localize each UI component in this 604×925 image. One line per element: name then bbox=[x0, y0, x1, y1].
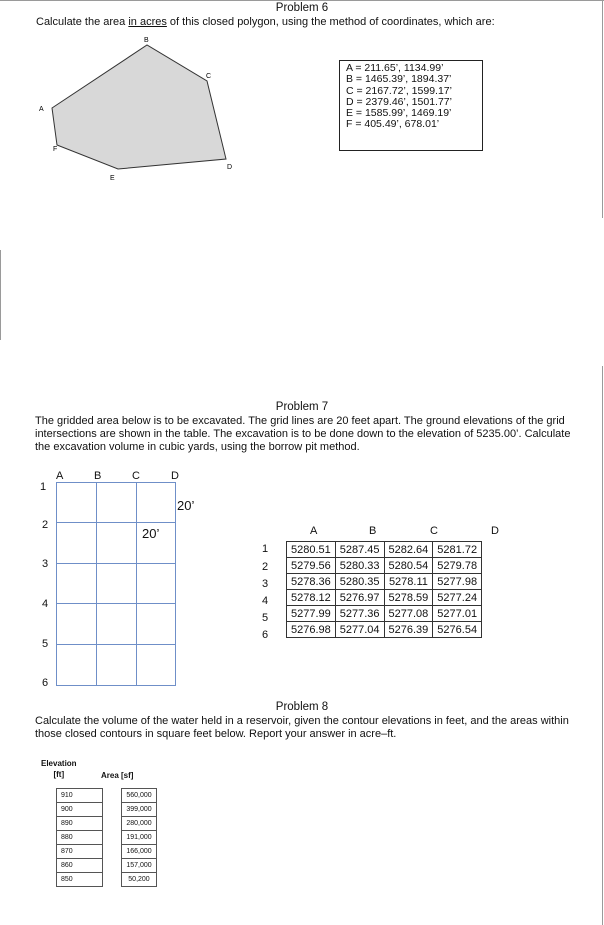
grid-hline-6 bbox=[56, 685, 176, 686]
problem8-title: Problem 8 bbox=[275, 701, 329, 713]
coordinate-c: C = 2167.72’, 1599.17’ bbox=[346, 84, 452, 97]
table-col-header-a: A bbox=[310, 525, 318, 537]
coordinate-d: D = 2379.46’, 1501.77’ bbox=[346, 95, 452, 108]
grid-col-label-d: D bbox=[171, 470, 179, 482]
coordinate-b: B = 1465.39’, 1894.37’ bbox=[346, 73, 452, 86]
elevation-cell: 850 bbox=[57, 873, 103, 887]
elevation-header-line2: [ft] bbox=[53, 770, 65, 779]
vertex-label-d: D bbox=[227, 164, 233, 171]
table-row-header-2: 2 bbox=[262, 561, 269, 573]
table-cell: 5277.98 bbox=[433, 574, 482, 590]
table-row bbox=[57, 873, 157, 887]
coordinate-a: A = 211.65’, 1134.99’ bbox=[346, 62, 444, 74]
table-cell: 5276.98 bbox=[287, 622, 336, 638]
grid-vline-4 bbox=[175, 482, 176, 686]
area-cell: 157,000 bbox=[122, 859, 157, 873]
table-cell: 5280.54 bbox=[384, 558, 433, 574]
vertex-label-a: A bbox=[39, 106, 44, 113]
area-cell: 50,200 bbox=[122, 873, 157, 887]
closed-polygon bbox=[52, 45, 226, 169]
grid-row-label-1: 1 bbox=[40, 481, 47, 493]
table-cell: 5287.45 bbox=[335, 542, 384, 558]
table-row bbox=[287, 606, 482, 622]
table-col-header-c: C bbox=[430, 525, 438, 537]
table-cell: 5276.97 bbox=[335, 590, 384, 606]
grid-hline-5 bbox=[56, 644, 176, 645]
coordinate-e: E = 1585.99’, 1469.19’ bbox=[346, 107, 452, 120]
excavation-grid bbox=[56, 482, 176, 686]
problem7-prompt: The gridded area below is to be excavated. The grid lines are 20 feet apart. The ground elevations of the grid intersections are shown in the table. The excavation is to be done down to the elevation of 5235.00’. Calculate the excavation volume in cubic yards, using the borrow pit method. bbox=[35, 415, 571, 453]
grid-hline-2 bbox=[56, 522, 176, 523]
table-cell: 5278.59 bbox=[384, 590, 433, 606]
vertex-label-e: E bbox=[110, 175, 115, 182]
vertex-label-f: F bbox=[53, 146, 58, 153]
table-cell: 5277.01 bbox=[433, 606, 482, 622]
table-cell: 5277.04 bbox=[335, 622, 384, 638]
table-cell: 5278.36 bbox=[287, 574, 336, 590]
elevation-cell: 890 bbox=[57, 817, 103, 831]
table-cell: 5277.24 bbox=[433, 590, 482, 606]
table-cell: 5277.99 bbox=[287, 606, 336, 622]
grid-row-label-4: 4 bbox=[42, 598, 49, 610]
grid-hline-4 bbox=[56, 603, 176, 604]
table-cell: 5278.12 bbox=[287, 590, 336, 606]
table-row-header-4: 4 bbox=[262, 595, 269, 607]
left-edge-line bbox=[0, 250, 1, 340]
table-row bbox=[287, 590, 482, 606]
polygon-figure bbox=[30, 33, 250, 183]
problem7-title: Problem 7 bbox=[275, 401, 329, 413]
elevation-table bbox=[286, 541, 482, 638]
dimension-label-horizontal: 20’ bbox=[142, 526, 160, 541]
right-edge-line-top bbox=[602, 0, 603, 218]
table-cell: 5276.39 bbox=[384, 622, 433, 638]
vertex-label-b: B bbox=[144, 37, 149, 44]
area-cell: 280,000 bbox=[122, 817, 157, 831]
elevation-header-line1: Elevation bbox=[41, 759, 77, 768]
area-cell: 166,000 bbox=[122, 845, 157, 859]
table-row-header-6: 6 bbox=[262, 629, 269, 641]
table-col-header-d: D bbox=[491, 525, 499, 537]
right-edge-line-bottom bbox=[602, 366, 603, 925]
elevation-header bbox=[41, 758, 77, 780]
table-cell: 5277.08 bbox=[384, 606, 433, 622]
table-cell: 5280.51 bbox=[287, 542, 336, 558]
table-row-header-5: 5 bbox=[262, 612, 269, 624]
top-edge-line bbox=[0, 0, 604, 1]
area-cell: 399,000 bbox=[122, 803, 157, 817]
dimension-label-vertical: 20’ bbox=[177, 498, 195, 513]
table-row bbox=[287, 558, 482, 574]
grid-col-label-b: B bbox=[94, 470, 102, 482]
grid-vline-3 bbox=[136, 482, 137, 686]
table-row bbox=[57, 817, 157, 831]
problem6-title: Problem 6 bbox=[275, 2, 329, 14]
grid-col-label-a: A bbox=[56, 470, 64, 482]
contour-area-table bbox=[56, 788, 157, 887]
grid-row-label-5: 5 bbox=[42, 638, 49, 650]
table-row-header-1: 1 bbox=[262, 543, 269, 555]
table-cell: 5279.56 bbox=[287, 558, 336, 574]
table-cell: 5280.35 bbox=[335, 574, 384, 590]
table-row bbox=[287, 542, 482, 558]
vertex-label-c: C bbox=[206, 73, 212, 80]
coordinate-f: F = 405.49’, 678.01’ bbox=[346, 118, 440, 131]
area-cell: 560,000 bbox=[122, 789, 157, 803]
elevation-cell: 870 bbox=[57, 845, 103, 859]
table-cell: 5278.11 bbox=[384, 574, 433, 590]
table-row bbox=[287, 622, 482, 638]
problem6-prompt-a: Calculate the area bbox=[36, 16, 129, 28]
table-cell: 5281.72 bbox=[433, 542, 482, 558]
grid-col-label-c: C bbox=[132, 470, 140, 482]
table-row bbox=[57, 845, 157, 859]
table-cell: 5279.78 bbox=[433, 558, 482, 574]
problem6-prompt bbox=[36, 16, 495, 29]
area-cell: 191,000 bbox=[122, 831, 157, 845]
problem6-prompt-b: of this closed polygon, using the method of coordinates, which are: bbox=[166, 16, 495, 28]
grid-hline-1 bbox=[56, 482, 176, 483]
elevation-cell: 900 bbox=[57, 803, 103, 817]
table-cell: 5276.54 bbox=[433, 622, 482, 638]
coordinate-list bbox=[339, 60, 483, 151]
table-cell: 5282.64 bbox=[384, 542, 433, 558]
grid-vline-2 bbox=[96, 482, 97, 686]
grid-hline-3 bbox=[56, 563, 176, 564]
area-header: Area [sf] bbox=[101, 771, 134, 780]
table-row bbox=[287, 574, 482, 590]
table-row bbox=[57, 859, 157, 873]
problem6-prompt-underlined: in acres bbox=[128, 16, 167, 28]
table-row bbox=[57, 831, 157, 845]
table-row bbox=[57, 789, 157, 803]
grid-row-label-3: 3 bbox=[42, 558, 49, 570]
grid-row-label-6: 6 bbox=[42, 677, 49, 689]
elevation-cell: 860 bbox=[57, 859, 103, 873]
elevation-cell: 910 bbox=[57, 789, 103, 803]
table-col-header-b: B bbox=[369, 525, 377, 537]
grid-vline-1 bbox=[56, 482, 57, 686]
table-row-header-3: 3 bbox=[262, 578, 269, 590]
table-cell: 5280.33 bbox=[335, 558, 384, 574]
grid-row-label-2: 2 bbox=[42, 519, 49, 531]
elevation-cell: 880 bbox=[57, 831, 103, 845]
problem8-prompt: Calculate the volume of the water held in a reservoir, given the contour elevations in feet, and the areas within those closed contours in square feet below. Report your answer in acre–ft. bbox=[35, 715, 569, 740]
table-cell: 5277.36 bbox=[335, 606, 384, 622]
table-row bbox=[57, 803, 157, 817]
